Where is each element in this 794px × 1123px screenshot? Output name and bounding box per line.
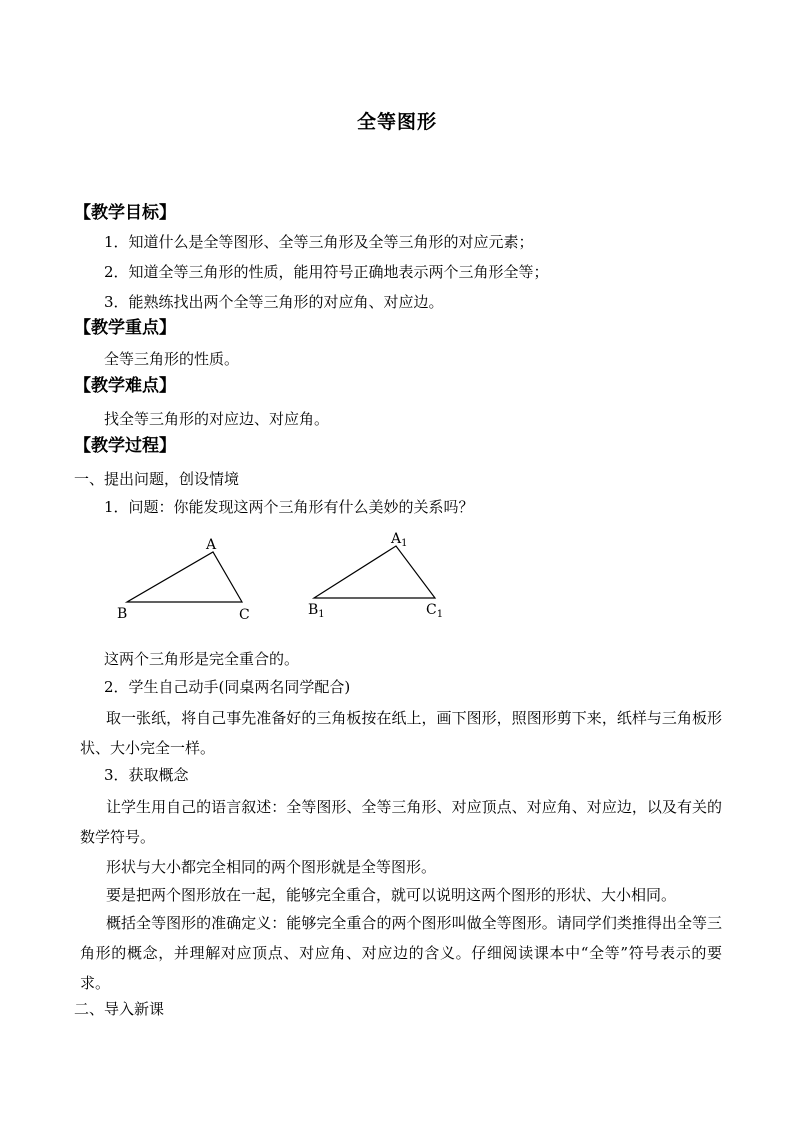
vertex-label-a1 [390,531,408,549]
document-title: 全等图形 [356,111,437,133]
vertex-label-b1 [308,602,325,620]
key-points-text: 全等三角形的性质。 [104,350,240,368]
objective-item: 2．知道全等三角形的性质，能用符号正确地表示两个三角形全等； [104,263,549,281]
concept-paragraph-1: 让学生用自己的语言叙述：全等图形、全等三角形、对应顶点、对应角、对应边，以及有关的数学符号。 [80,798,722,846]
question-2-text: 取一张纸，将自己事先准备好的三角板按在纸上，画下图形，照图形剪下来，纸样与三角板形状、大小完全一样。 [80,709,722,757]
concept-paragraph-2: 形状与大小都完全相同的两个图形就是全等图形。 [106,858,437,876]
vertex-label-a1-sub: 1 [401,538,408,549]
vertex-label-b: B [117,606,128,622]
objective-item: 3．能熟练找出两个全等三角形的对应角、对应边。 [104,293,444,311]
triangle-abc-shape [127,552,242,602]
part2-heading: 二、导入新课 [74,1000,165,1018]
concept-paragraph-3: 要是把两个图形放在一起，能够完全重合，就可以说明这两个图形的形状、大小相同。 [106,886,677,904]
vertex-label-c1-letter: C [426,602,437,618]
question-3: 3．获取概念 [104,766,189,784]
objectives-heading: 【教学目标】 [74,203,176,223]
triangle-a1b1c1 [308,531,443,620]
triangle-a1b1c1-shape [314,546,435,598]
vertex-label-a: A [206,537,217,553]
question-1: 1．问题：你能发现这两个三角形有什么美妙的关系吗？ [104,498,474,516]
question-2: 2．学生自己动手(同桌两名同学配合) [104,678,351,696]
vertex-label-a1-letter: A [391,531,402,547]
difficulties-text: 找全等三角形的对应边、对应角。 [104,410,330,428]
part1-heading: 一、提出问题，创设情境 [74,470,240,488]
vertex-label-b1-sub: 1 [318,609,325,620]
vertex-label-c1-sub: 1 [436,609,444,620]
key-points-heading: 【教学重点】 [74,318,176,338]
triangle-abc [117,537,250,623]
figure-caption-text: 这两个三角形是完全重合的。 [104,650,300,668]
difficulties-heading: 【教学难点】 [74,376,176,396]
objective-item: 1．知道什么是全等图形、全等三角形及全等三角形的对应元素； [104,233,534,251]
vertex-label-c1 [426,602,443,620]
concept-paragraph-4: 概括全等图形的准确定义：能够完全重合的两个图形叫做全等图形。请同学们类推得出全等三角形的概念，并理解对应顶点、对应角、对应边的含义。仔细阅读课本中“全等”符号表示的要求。 [80,914,722,992]
vertex-label-c: C [239,607,250,623]
process-heading: 【教学过程】 [74,436,176,456]
congruent-triangles-figure [108,528,458,628]
vertex-label-b1-letter: B [308,602,319,618]
